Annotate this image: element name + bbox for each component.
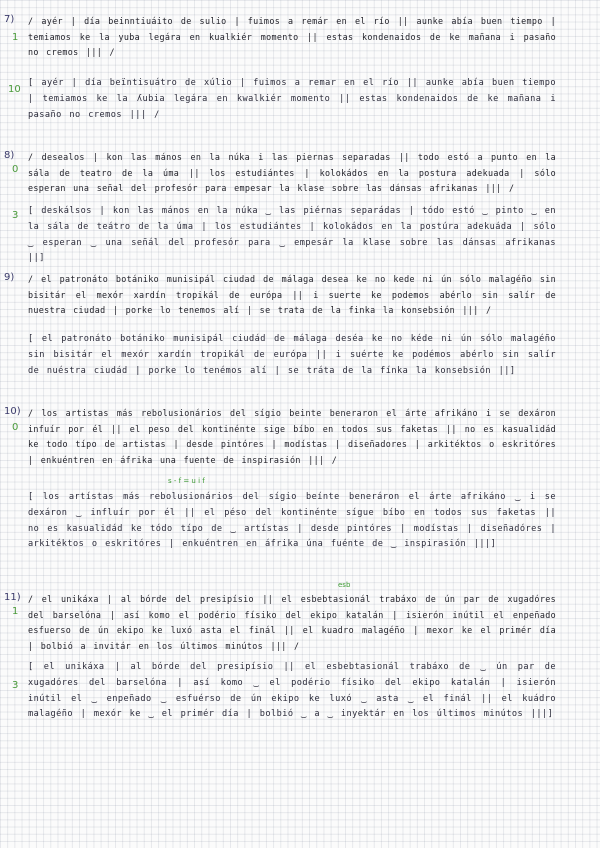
entry-number: 8) <box>4 150 15 161</box>
corrected-transcription: [ los artístas más rebolusionários del sígio beínte beneráron el árte afrikáno ‿ i se dexáron ‿ influír por él || el péso del kontinénte sígue bíbo en todos sus faketas || no es kasualidád ke tódo típo de ‿ artístas | desde pintóres | modístas | diseñadóres | arkitéktos o eskritóres | enkuéntren en áfrika úna fuénte de ‿ inspirasión |||] <box>28 492 556 550</box>
original-transcription: / desealos | kon las mános en la núka i las piernas separadas || todo estó a punto en la sála de teatro de la úma || los estudiántes | kolokádos en la postura adekuada | sólo esperan una señal del profesór para empesar la klase sobre las dánsas afrikanas ||| / <box>28 152 556 193</box>
original-transcription: / el patronáto botániko munisipál ciudad de málaga desea ke no kede ni ún sólo malagéño sin bisitár el mexór xardín tropikál de európa || i suerte ke podemos abérlo sin salír de nuestra ciudad | porke lo tenemos alí | se trata de la finka la konsebsión ||| / <box>28 274 556 315</box>
corrected-transcription: [ deskálsos | kon las mános en la núka ‿ las piérnas separádas | tódo estó ‿ pinto ‿ en la sála de teátro de la úma | los estudiántes | kolokádos en la postúra adekuáda | sólo ‿ esperan ‿ una señál del profesór para ‿ empesár la klase sobre las dánsas afrikanas ||] <box>28 206 556 264</box>
corrected-transcription: [ ayér | día beïntisuátro de xúlio | fuimos a remar en el río || aunke abía buen tiempo | temiamos ke la ʎubia legára en kwalkiér momento || estas kondenaidos de ke mañana i pasaño no cremos ||| / <box>28 78 556 120</box>
entry-score: 1 <box>12 606 19 617</box>
corrected-transcription: [ el unikáxa | al bórde del presipísio || el esbebtasionál trabáxo de ‿ ún par de xugadóres del barselóna | así komo ‿ el podério físiko del ekipo katalán | isierón inútil el ‿ enpeñado ‿ esfuérso de ún ekipo ke luxó ‿ asta ‿ el finál || el kuádro malagéño | mexór ke ‿ el primér día | bolbió ‿ a ‿ inyektár en los últimos minútos |||] <box>28 662 556 720</box>
entry-number: 10) <box>4 406 21 417</box>
corrected-transcription: [ el patronáto botániko munisipál ciudád de málaga deséa ke no kéde ni ún sólo malagéño sin bisitár el mexór xardín tropikál de európa || i suérte ke podémos abérlo sin salír de nuéstra ciudád | porke lo tenémos alí | se tráta de la fínka la konsebsión ||] <box>28 334 556 376</box>
original-transcription: / los artistas más rebolusionários del sígio beinte beneraron el árte afrikáno i se dexáron infuír por él || el peso del kontinénte sige bíbo en todos sus faketas || no es kasualidád ke todo típo de artistas | desde pintóres | modístas | diseñadores | arkitéktos o eskritóres | enkuéntren en áfrika una fuente de inspirasión ||| / <box>28 408 556 465</box>
entry-score-corrected: 10 <box>8 84 21 95</box>
entry-number: 11) <box>4 592 21 603</box>
entry-score: 0 <box>12 422 19 433</box>
entry-score: 0 <box>12 164 19 175</box>
pronunciation-note: s - f = u i f <box>168 477 205 485</box>
entry-number: 7) <box>4 14 15 25</box>
entry-number: 9) <box>4 272 15 283</box>
pronunciation-note: esb <box>338 581 351 589</box>
entry-score: 1 <box>12 32 19 43</box>
entry-score-corrected: 3 <box>12 210 19 221</box>
original-transcription: / el unikáxa | al bórde del presipísio || el esbebtasionál trabáxo de ún par de xugadóres del barselóna | así komo el podério físiko del ekipo katalán | isierón inútil el enpeñado esfuerso de ún ekipo ke luxó asta el finál || el kuadro malagéño | mexor ke el primér día | bolbió a invitár en los últimos minútos ||| / <box>28 594 556 651</box>
original-transcription: / ayér | día beinntiuáito de sulio | fuimos a remár en el río || aunke abía buen tiempo | temiamos ke la yuba legára en kualkiér momento || estas kondenaidos de ke mañana i pasaño no cremos ||| / <box>28 16 556 57</box>
entry-score-corrected: 3 <box>12 680 19 691</box>
